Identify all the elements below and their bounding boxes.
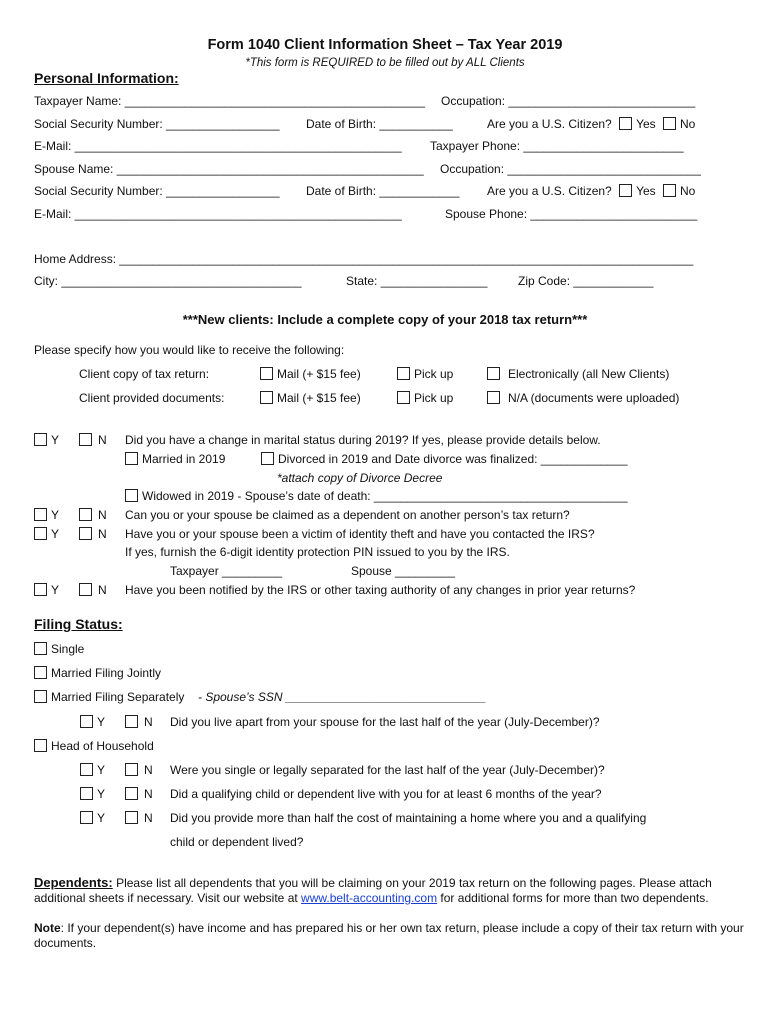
- mfs-spouse-ssn-field[interactable]: [198, 690, 486, 704]
- yes-label: Yes: [636, 117, 656, 131]
- n-label: N: [98, 583, 107, 597]
- mfs-q-yes[interactable]: [80, 715, 105, 729]
- website-link[interactable]: www.belt-accounting.com: [301, 891, 438, 905]
- q1-no[interactable]: [79, 433, 107, 447]
- spouse-pin-field[interactable]: Spouse _________: [351, 564, 456, 578]
- q3-yes[interactable]: [34, 527, 59, 541]
- checkbox[interactable]: [125, 489, 138, 502]
- receive-prompt: Please specify how you would like to receive the following:: [34, 343, 345, 357]
- hoh-option[interactable]: [34, 739, 154, 753]
- spouse-citizen-question: [487, 184, 695, 198]
- checkbox[interactable]: [34, 508, 47, 521]
- y-label: Y: [97, 715, 106, 729]
- checkbox[interactable]: [34, 739, 47, 752]
- taxpayer-pin-field[interactable]: Taxpayer _________: [170, 564, 283, 578]
- dependents-heading: Dependents:: [34, 875, 113, 890]
- option-label: Pick up: [414, 367, 454, 381]
- no-label: No: [680, 117, 696, 131]
- checkbox[interactable]: [487, 391, 500, 404]
- docs-na-option[interactable]: [487, 391, 679, 405]
- docs-pickup-option[interactable]: [397, 391, 453, 405]
- y-label: Y: [97, 787, 106, 801]
- n-label: N: [98, 433, 107, 447]
- y-label: Y: [51, 433, 60, 447]
- checkbox[interactable]: [79, 508, 92, 521]
- city-field[interactable]: City: ____________________________________: [34, 274, 302, 288]
- return-pickup-option[interactable]: [397, 367, 453, 381]
- spouse-ssn-field[interactable]: Social Security Number: _________________: [34, 184, 280, 198]
- citizen-no-checkbox[interactable]: [663, 117, 676, 130]
- spouse-name-field[interactable]: Spouse Name: ______________________________________________: [34, 162, 424, 176]
- y-label: Y: [97, 763, 106, 777]
- personal-info-heading: Personal Information:: [34, 70, 179, 86]
- checkbox[interactable]: [260, 367, 273, 380]
- checkbox[interactable]: [79, 527, 92, 540]
- citizen-yes-checkbox[interactable]: [619, 117, 632, 130]
- n-label: N: [144, 811, 153, 825]
- spouse-email-field[interactable]: E-Mail: _________________________________________________: [34, 207, 402, 221]
- checkbox[interactable]: [80, 811, 93, 824]
- dependents-text: Please list all dependents that you will be claiming on your 2019 tax return on the following pages. Please attach additional sheets if necessary. Visit our website at: [34, 876, 712, 905]
- n-label: N: [144, 787, 153, 801]
- option-label: Widowed in 2019 - Spouse’s date of death: ______________________________________: [142, 489, 628, 503]
- dependents-text-2: for additional forms for more than two dependents.: [437, 891, 709, 905]
- new-clients-notice: ***New clients: Include a complete copy of your 2018 tax return***: [182, 312, 588, 327]
- form-subtitle: *This form is REQUIRED to be filled out by ALL Clients: [245, 57, 525, 69]
- checkbox[interactable]: [80, 763, 93, 776]
- hoh-question-2: Did a qualifying child or dependent live with you for at least 6 months of the year?: [170, 787, 602, 801]
- q2-no[interactable]: [79, 508, 107, 522]
- option-label: Mail (+ $15 fee): [277, 391, 361, 405]
- spouse-occupation-field[interactable]: Occupation: _____________________________: [440, 162, 701, 176]
- q2-dependent: Can you or your spouse be claimed as a dependent on another person’s tax return?: [125, 508, 570, 522]
- dependents-paragraph: [34, 875, 750, 906]
- checkbox[interactable]: [487, 367, 500, 380]
- married-option[interactable]: [125, 452, 225, 466]
- no-label: No: [680, 184, 696, 198]
- divorce-decree-note: *attach copy of Divorce Decree: [277, 471, 443, 485]
- widowed-option[interactable]: [125, 489, 628, 503]
- hoh-q3-yes[interactable]: [80, 811, 105, 825]
- receive-row1-label: Client copy of tax return:: [79, 367, 210, 381]
- option-label: Married Filing Separately: [51, 690, 185, 704]
- hoh-q2-yes[interactable]: [80, 787, 105, 801]
- form-title: Form 1040 Client Information Sheet – Tax Year 2019: [207, 37, 563, 53]
- single-option[interactable]: [34, 642, 84, 656]
- citizen-label: Are you a U.S. Citizen?: [487, 117, 612, 131]
- option-label: Divorced in 2019 and Date divorce was finalized: _____________: [278, 452, 628, 466]
- hoh-q1-yes[interactable]: [80, 763, 105, 777]
- mfs-question: Did you live apart from your spouse for the last half of the year (July-December)?: [170, 715, 600, 729]
- hoh-q1-no[interactable]: [125, 763, 153, 777]
- checkbox[interactable]: [34, 583, 47, 596]
- spouse-dob-field[interactable]: Date of Birth: ____________: [306, 184, 460, 198]
- q1-marital-change: Did you have a change in marital status during 2019? If yes, please provide details below.: [125, 433, 601, 447]
- spouse-citizen-no-checkbox[interactable]: [663, 184, 676, 197]
- checkbox[interactable]: [125, 811, 138, 824]
- return-electronic-option[interactable]: [487, 367, 669, 381]
- checkbox[interactable]: [125, 787, 138, 800]
- checkbox[interactable]: [125, 763, 138, 776]
- home-address-field[interactable]: Home Address: ______________________________________________________________________________________: [34, 252, 694, 266]
- taxpayer-dob-field[interactable]: Date of Birth: ___________: [306, 117, 453, 131]
- checkbox[interactable]: [261, 452, 274, 465]
- checkbox[interactable]: [397, 391, 410, 404]
- y-label: Y: [97, 811, 106, 825]
- y-label: Y: [51, 508, 60, 522]
- taxpayer-ssn-field[interactable]: Social Security Number: _________________: [34, 117, 280, 131]
- q4-no[interactable]: [79, 583, 107, 597]
- checkbox[interactable]: [34, 433, 47, 446]
- hoh-question-3: Did you provide more than half the cost of maintaining a home where you and a qualifying: [170, 811, 647, 825]
- taxpayer-occupation-field[interactable]: Occupation: ____________________________: [441, 94, 696, 108]
- citizen-label: Are you a U.S. Citizen?: [487, 184, 612, 198]
- note-label: Note: [34, 921, 61, 935]
- checkbox[interactable]: [125, 452, 138, 465]
- option-label: Single: [51, 642, 85, 656]
- option-label: Head of Household: [51, 739, 154, 753]
- docs-mail-option[interactable]: [260, 391, 361, 405]
- hoh-question-1: Were you single or legally separated for the last half of the year (July-December)?: [170, 763, 605, 777]
- n-label: N: [98, 527, 107, 541]
- option-label: Pick up: [414, 391, 454, 405]
- y-label: Y: [51, 583, 60, 597]
- n-label: N: [144, 715, 153, 729]
- receive-row2-label: Client provided documents:: [79, 391, 225, 405]
- mfj-option[interactable]: [34, 666, 161, 680]
- divorced-option[interactable]: [261, 452, 628, 466]
- taxpayer-phone-field[interactable]: Taxpayer Phone: ________________________: [430, 139, 684, 153]
- checkbox[interactable]: [397, 367, 410, 380]
- hoh-question-3-cont: child or dependent lived?: [170, 835, 304, 849]
- hoh-q3-no[interactable]: [125, 811, 153, 825]
- option-label: Married Filing Jointly: [51, 666, 162, 680]
- checkbox[interactable]: [125, 715, 138, 728]
- checkbox[interactable]: [79, 433, 92, 446]
- taxpayer-name-field[interactable]: Taxpayer Name: _____________________________________________: [34, 94, 426, 108]
- checkbox[interactable]: [34, 666, 47, 679]
- n-label: N: [144, 763, 153, 777]
- q3-no[interactable]: [79, 527, 107, 541]
- q3-pin-instructions: If yes, furnish the 6-digit identity protection PIN issued to you by the IRS.: [125, 545, 510, 559]
- taxpayer-citizen-question: [487, 117, 695, 131]
- option-label: Mail (+ $15 fee): [277, 367, 361, 381]
- option-label: Married in 2019: [142, 452, 226, 466]
- zip-field[interactable]: Zip Code: ____________: [518, 274, 654, 288]
- checkbox[interactable]: [34, 690, 47, 703]
- filing-status-heading: Filing Status:: [34, 616, 123, 632]
- spouse-citizen-yes-checkbox[interactable]: [619, 184, 632, 197]
- q3-identity-theft: Have you or your spouse been a victim of identity theft and have you contacted the IRS?: [125, 527, 595, 541]
- checkbox[interactable]: [80, 715, 93, 728]
- y-label: Y: [51, 527, 60, 541]
- note-paragraph: [34, 921, 750, 951]
- state-field[interactable]: State: ________________: [346, 274, 488, 288]
- n-label: N: [98, 508, 107, 522]
- checkbox[interactable]: [260, 391, 273, 404]
- taxpayer-email-field[interactable]: E-Mail: _________________________________________________: [34, 139, 402, 153]
- option-label: Electronically (all New Clients): [508, 367, 670, 381]
- checkbox[interactable]: [34, 527, 47, 540]
- q4-irs-notice: Have you been notified by the IRS or other taxing authority of any changes in prior year returns?: [125, 583, 636, 597]
- checkbox[interactable]: [80, 787, 93, 800]
- q2-yes[interactable]: [34, 508, 59, 522]
- hoh-q2-no[interactable]: [125, 787, 153, 801]
- ssn-label: - Spouse’s SSN ______________________________: [198, 690, 487, 704]
- option-label: N/A (documents were uploaded): [508, 391, 680, 405]
- return-mail-option[interactable]: [260, 367, 361, 381]
- note-text: : If your dependent(s) have income and has prepared his or her own tax return, please include a copy of their tax return with your documents.: [34, 921, 744, 950]
- q4-yes[interactable]: [34, 583, 59, 597]
- yes-label: Yes: [636, 184, 656, 198]
- checkbox[interactable]: [34, 642, 47, 655]
- mfs-option[interactable]: [34, 690, 184, 704]
- q1-yes[interactable]: [34, 433, 59, 447]
- checkbox[interactable]: [79, 583, 92, 596]
- spouse-phone-field[interactable]: Spouse Phone: _________________________: [445, 207, 698, 221]
- mfs-q-no[interactable]: [125, 715, 153, 729]
